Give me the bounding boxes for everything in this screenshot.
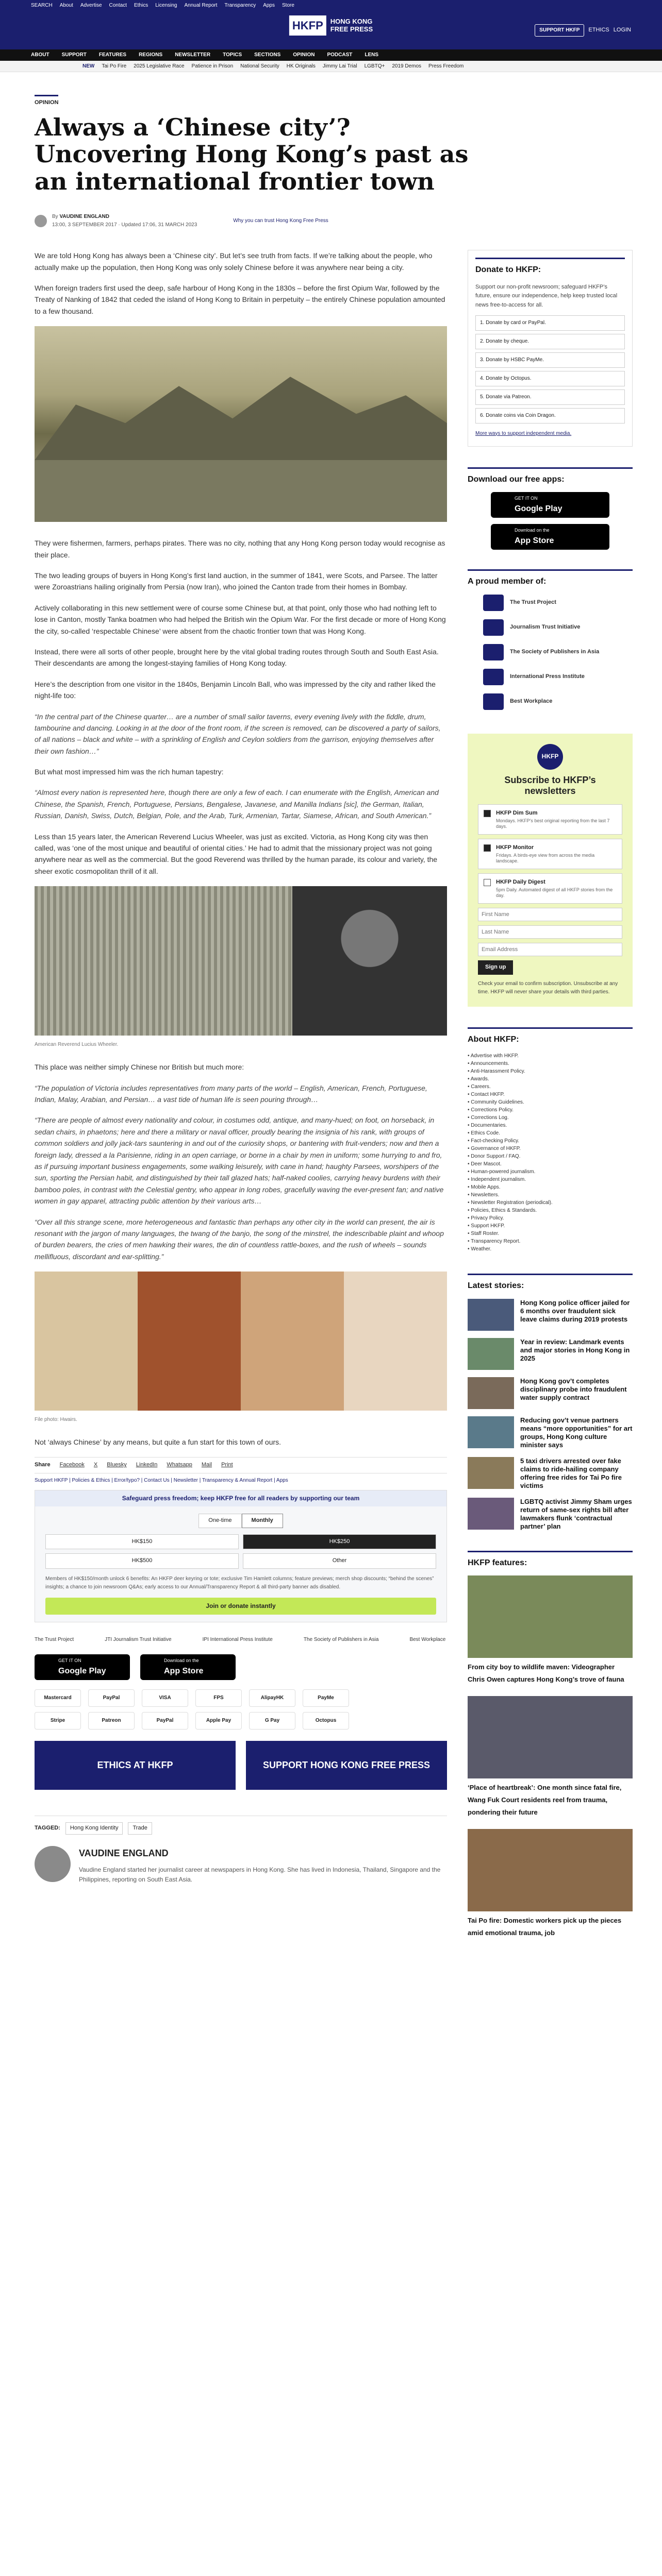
content-columns — [35, 250, 633, 1950]
checkbox[interactable] — [484, 810, 491, 817]
freq-monthly[interactable]: Monthly — [242, 1514, 283, 1528]
trending-item[interactable]: 2019 Demos — [392, 63, 422, 69]
latest-title: Latest stories: — [468, 1274, 633, 1293]
member-logo[interactable]: International Press Institute — [468, 669, 633, 685]
tags-label: TAGGED: — [35, 1825, 60, 1832]
payment-logos — [35, 1689, 447, 1730]
ipi-logo: IPI International Press Institute — [202, 1637, 273, 1643]
donate-note: Members of HK$150/month unlock 6 benefits: An HKFP deer keyring or tote; exclusive Tim Hamlett columns; feature previews; merch shop discounts; “behind the scenes” insights; a chance to join newsroom Q&As; early access to our Annual/Transparency Report & all third-party banner ads disabled. — [45, 1576, 434, 1590]
google-pay-icon[interactable]: G Pay — [249, 1712, 295, 1730]
quote: “In the central part of the Chinese quarter… are a number of small sailor taverns, every evening lively with the fiddle, drum, tambourine and dancing. Looking in at the door of the front room, if the screen is removed, can be discovered a party of sailors, of all nations – black and white – with a sprinkling of English and Ceylon soldiers from the garrison, enjoying themselves after their own fashion…” — [35, 712, 441, 755]
member-logo[interactable]: Best Workplace — [468, 693, 633, 710]
google-play-badge[interactable]: GET IT ON Google Play — [35, 1654, 130, 1680]
about-link[interactable]: • Corrections Log. — [468, 1115, 509, 1121]
nav-regions[interactable]: REGIONS — [139, 52, 163, 58]
feature-story[interactable] — [468, 1829, 633, 1939]
share-print[interactable]: Print — [221, 1462, 233, 1468]
checkbox[interactable] — [484, 844, 491, 852]
mastercard-icon[interactable]: Mastercard — [35, 1689, 81, 1707]
donate-more-link[interactable]: More ways to support independent media. — [475, 430, 572, 436]
byline-text: By VAUDINE ENGLAND 13:00, 3 SEPTEMBER 2017 · Updated 17:06, 31 MARCH 2023 — [52, 214, 197, 228]
author-link[interactable]: VAUDINE ENGLAND — [59, 214, 109, 220]
about-link[interactable]: • Careers. — [468, 1084, 491, 1090]
nav-lens[interactable]: LENS — [365, 52, 379, 58]
latest-story[interactable] — [468, 1457, 633, 1490]
author-bio — [35, 1846, 447, 1894]
about-link[interactable]: • Privacy Policy. — [468, 1215, 504, 1222]
sidebar-donate — [468, 250, 633, 446]
app-store-badges — [35, 1654, 447, 1680]
sopa-icon — [483, 644, 504, 660]
sidebar-donate-text: Support our non-profit newsroom; safeguard HKFP’s future, ensure our independence, help keep trusted local news free-to-access for all. — [475, 283, 618, 309]
about-link[interactable]: • Corrections Policy. — [468, 1107, 514, 1113]
member-logo[interactable]: The Society of Publishers in Asia — [468, 644, 633, 660]
trending-item[interactable]: Patience in Prison — [191, 63, 234, 69]
image-caption: File photo: Hwairs. — [35, 1417, 77, 1423]
about-link[interactable]: • Independent journalism. — [468, 1177, 526, 1183]
app-store-badge[interactable]: Download on the App Store — [491, 524, 609, 550]
main-navigation — [0, 49, 662, 61]
sidebar — [468, 250, 633, 1950]
share-facebook[interactable]: Facebook — [59, 1462, 85, 1468]
story-title[interactable]: Year in review: Landmark events and major stories in Hong Kong in 2025 — [520, 1337, 630, 1363]
paragraph: But what most impressed him was the rich human tapestry: — [35, 768, 224, 776]
share-bar — [35, 1457, 447, 1473]
newsletter-option[interactable]: HKFP Dim Sum Mondays. HKFP’s best original reporting from the last 7 days. — [478, 804, 622, 835]
story-title[interactable]: LGBTQ activist Jimmy Sham urges return of same-sex rights bill after lawmakers flunk ‘contractual partner’ plan — [520, 1497, 632, 1531]
nav-support[interactable]: SUPPORT — [61, 52, 87, 58]
trending-item[interactable]: National Security — [240, 63, 279, 69]
best-workplace-logo: Best Workplace — [409, 1637, 446, 1643]
tag[interactable]: Hong Kong Identity — [65, 1822, 123, 1835]
section-label[interactable]: OPINION — [35, 95, 58, 108]
quote: “There are people of almost every nationality and colour, in costumes odd, antique, and many-hued; on foot, on horseback, in sedan chairs, in phaetons; here and there a military or naval officer, proudly bearing the insignia of his rank, with groups of common soldiers and jolly jack-tars sauntering in and out of the curiosity shops, or bantering with fruit-venders; now and then a foreign lady, dressed a la Parisienne, riding in an open carriage, or borne in a chair by men in uniform; some hurrying to and fro, as if pursuing important business engagements, some walking leisurely, with cane in hand; haughty Parsees, worshipers of the sun, sporting the Persian habit, and distinguished by their tall glazed hats; half-naked coolies, carrying heavy burdens with their bamboo poles, in contrast with the Celestial gentry, who appear in long robes, gracefully waving the ever-present fan; and native women in gay apparel, attracting public attention by their various arts… — [35, 1116, 444, 1206]
quote: “Almost every nation is represented here, though there are only a few of each. I can enumerate with the English, American and Chinese, the Spanish, French, Portuguese, Persians, Bengalese, Javanese, and Manilla Indians [sic], the German, Italian, Russian, Danish, Swiss, Dutch, Belgian, Pole, and the Arab, Turk, Armenian, Tartar, Siamese, African, and South American.” — [35, 788, 439, 820]
about-list — [468, 1052, 633, 1253]
harbour-painting-image — [35, 326, 447, 522]
trust-link[interactable]: Why you can trust Hong Kong Free Press — [233, 218, 328, 224]
nav-about[interactable]: ABOUT — [31, 52, 49, 58]
about-link[interactable]: • Staff Roster. — [468, 1231, 500, 1237]
last-name-field[interactable] — [478, 925, 622, 939]
amount-option[interactable]: HK$250 — [243, 1534, 436, 1550]
about-link[interactable]: • Awards. — [468, 1076, 489, 1082]
story-thumbnail[interactable] — [468, 1377, 514, 1409]
image-caption: American Reverend Lucius Wheeler. — [35, 1042, 119, 1048]
nav-sections[interactable]: SECTIONS — [254, 52, 281, 58]
frequency-toggle — [45, 1514, 436, 1528]
payme-icon[interactable]: PayMe — [303, 1689, 349, 1707]
feature-title[interactable]: Tai Po fire: Domestic workers pick up the pieces amid emotional trauma, job — [468, 1917, 622, 1937]
story-thumbnail[interactable] — [468, 1338, 514, 1370]
login-link[interactable]: LOGIN — [613, 27, 631, 33]
trending-bar — [0, 61, 662, 72]
latest-story[interactable] — [468, 1299, 633, 1331]
about-link[interactable]: • Newsletters. — [468, 1192, 500, 1198]
about-link[interactable]: • Fact-checking Policy. — [468, 1138, 520, 1144]
patreon-icon[interactable]: Patreon — [88, 1712, 135, 1730]
wheeler-photo — [35, 886, 447, 1036]
newsletter-logo: HKFP — [537, 744, 563, 770]
share-mail[interactable]: Mail — [201, 1462, 212, 1468]
article-body — [35, 250, 447, 1950]
nav-opinion[interactable]: OPINION — [293, 52, 315, 58]
trending-item[interactable]: HK Originals — [286, 63, 316, 69]
member-logos-row — [35, 1636, 447, 1644]
author-bio-name[interactable]: VAUDINE ENGLAND — [79, 1848, 169, 1858]
jti-logo: JTI Journalism Trust Initiative — [105, 1637, 172, 1643]
story-title[interactable]: Reducing gov’t venue partners means “more opportunities” for art groups, Hong Kong culture minister says — [520, 1416, 633, 1449]
feature-image[interactable] — [468, 1575, 633, 1658]
latest-story[interactable] — [468, 1377, 633, 1409]
share-linkedin[interactable]: LinkedIn — [136, 1462, 158, 1468]
paragraph: Instead, there were all sorts of other people, brought here by the vital global trading routes through South and South East Asia. Their descendants are among the longest-staying families of Hong Kong today. — [35, 647, 439, 668]
donate-option[interactable]: 2. Donate by cheque. — [475, 334, 625, 349]
member-title: A proud member of: — [468, 569, 633, 588]
donate-option[interactable]: 1. Donate by card or PayPal. — [475, 315, 625, 331]
feature-title[interactable]: From city boy to wildlife maven: Videographer Chris Owen captures Hong Kong’s trove of fauna — [468, 1663, 624, 1684]
about-link[interactable]: • Documentaries. — [468, 1123, 507, 1129]
latest-story[interactable] — [468, 1416, 633, 1450]
logo-text: HONG KONG FREE PRESS — [330, 18, 373, 33]
apple-pay-icon[interactable]: Apple Pay — [195, 1712, 242, 1730]
member-logo[interactable]: The Trust Project — [468, 595, 633, 611]
topbar-item[interactable]: Transparency — [224, 3, 256, 8]
share-bluesky[interactable]: Bluesky — [107, 1462, 127, 1468]
story-thumbnail[interactable] — [468, 1299, 514, 1331]
author-bio-avatar — [35, 1846, 71, 1882]
best-workplace-icon — [483, 693, 504, 710]
paragraph: The two leading groups of buyers in Hong Kong’s first land auction, in the summer of 1841, were Scots, and Parsee. The latter were Zoroastrians hailing originally from Persia (now Iran), who joined the Canton trade from their homes in Bombay. — [35, 571, 438, 591]
topbar-item[interactable]: About — [59, 3, 73, 8]
topbar-item[interactable]: Apps — [263, 3, 275, 8]
about-link[interactable]: • Newsletter Registration (periodical). — [468, 1200, 553, 1206]
about-link[interactable]: • Governance of HKFP. — [468, 1146, 521, 1152]
donate-option[interactable]: 3. Donate by HSBC PayMe. — [475, 352, 625, 368]
app-store-badge[interactable]: Download on the App Store — [140, 1654, 236, 1680]
trending-item[interactable]: LGBTQ+ — [364, 63, 385, 69]
octopus-icon[interactable]: Octopus — [303, 1712, 349, 1730]
about-link[interactable]: • Contact HKFP. — [468, 1092, 505, 1098]
paypal-icon[interactable]: PayPal — [88, 1689, 135, 1707]
tags-row — [35, 1816, 447, 1835]
amount-options — [45, 1534, 436, 1569]
share-label: Share — [35, 1462, 51, 1468]
signup-button[interactable]: Sign up — [478, 960, 513, 975]
site-logo[interactable] — [289, 15, 373, 36]
amount-option[interactable]: HK$500 — [45, 1553, 239, 1569]
topbar-item[interactable]: Licensing — [155, 3, 177, 8]
story-title[interactable]: 5 taxi drivers arrested over fake claims to ride-hailing company offering free rides for Tai Po fire victims — [520, 1456, 622, 1490]
topbar-item[interactable]: Ethics — [134, 3, 148, 8]
paragraph: Actively collaborating in this new settlement were of course some Chinese but, at that point, only those who had nothing left to lose in Canton, mostly Tanka boatmen who had helped the British win the Opium War. For the first decade or more of Hong Kong the city, so-called ‘respectable Chinese’ were absent from the chaotic frontier town that was Hong Kong. — [35, 603, 446, 635]
support-links[interactable]: Support HKFP | Policies & Ethics | Error/typo? | Contact Us | Newsletter | Transparency & Annual Report | Apps — [35, 1478, 288, 1484]
apps-title: Download our free apps: — [468, 467, 633, 486]
top-utility-bar — [0, 0, 662, 11]
support-hkfp-button[interactable]: SUPPORT HKFP — [535, 24, 584, 37]
topbar-item[interactable]: Contact — [109, 3, 127, 8]
newsletter-option[interactable]: HKFP Daily Digest 5pm Daily. Automated digest of all HKFP stories from the day. — [478, 873, 622, 904]
trending-new-label: NEW — [82, 63, 95, 69]
about-link[interactable]: • Support HKFP. — [468, 1223, 505, 1229]
checkbox[interactable] — [484, 879, 491, 886]
feature-story[interactable] — [468, 1696, 633, 1819]
about-link[interactable]: • Anti-Harassment Policy. — [468, 1069, 525, 1075]
newsletter-note: Check your email to confirm subscription. Unsubscribe at any time. HKFP will never share your details with third parties. — [478, 980, 618, 995]
feature-image[interactable] — [468, 1829, 633, 1911]
features-title: HKFP features: — [468, 1551, 633, 1570]
paragraph: Here’s the description from one visitor in the 1840s, Benjamin Lincoln Ball, who was impressed by the city and rather liked the night-life too: — [35, 680, 436, 700]
about-hkfp — [468, 1027, 633, 1253]
story-thumbnail[interactable] — [468, 1416, 514, 1448]
ethics-link[interactable]: ETHICS — [588, 27, 609, 33]
people-photo — [35, 1272, 447, 1411]
author-avatar — [35, 215, 47, 227]
jti-icon — [483, 619, 504, 636]
visa-icon[interactable]: VISA — [142, 1689, 188, 1707]
logo-mark: HKFP — [289, 15, 326, 36]
article-title: Always a ‘Chinese city’? Uncovering Hong Kong’s past as an international frontier town — [35, 113, 469, 196]
donate-box — [35, 1490, 447, 1622]
trending-item[interactable]: Tai Po Fire — [102, 63, 127, 69]
amount-option[interactable]: Other — [243, 1553, 436, 1569]
topbar-item[interactable]: Annual Report — [184, 3, 218, 8]
latest-story[interactable] — [468, 1498, 633, 1531]
newsletter-signup — [468, 734, 633, 1007]
paypal-icon[interactable]: PayPal — [142, 1712, 188, 1730]
about-link[interactable]: • Policies, Ethics & Standards. — [468, 1208, 537, 1214]
trending-item[interactable]: 2025 Legislative Race — [134, 63, 185, 69]
member-logo[interactable]: Journalism Trust Initiative — [468, 619, 633, 636]
about-link[interactable]: • Human-powered journalism. — [468, 1169, 536, 1175]
donate-box-head: Safeguard press freedom; keep HKFP free for all readers by supporting our team — [35, 1490, 446, 1506]
alipay-icon[interactable]: AlipayHK — [249, 1689, 295, 1707]
fps-icon[interactable]: FPS — [195, 1689, 242, 1707]
header-nav-right — [535, 24, 631, 37]
quote: “The population of Victoria includes representatives from many parts of the world – English, American, French, Portuguese, Indian, Malay, Arabian, and Persian… a vast tide of human life is seen pouring through… — [35, 1083, 427, 1104]
story-thumbnail[interactable] — [468, 1498, 514, 1530]
about-link[interactable]: • Weather. — [468, 1246, 492, 1252]
stripe-icon[interactable]: Stripe — [35, 1712, 81, 1730]
trust-project-icon — [483, 595, 504, 611]
author-bio-text: Vaudine England started her journalist career at newspapers in Hong Kong. She has lived in Indonesia, Thailand, Singapore and the Philippines, reporting on South East Asia. — [79, 1866, 441, 1883]
paragraph: This place was neither simply Chinese nor British but much more: — [35, 1063, 244, 1072]
sopa-logo: The Society of Publishers in Asia — [303, 1637, 379, 1643]
topbar-item[interactable]: Advertise — [80, 3, 102, 8]
donate-option[interactable]: 6. Donate coins via Coin Dragon. — [475, 408, 625, 423]
first-name-field[interactable] — [478, 908, 622, 921]
page-content — [35, 72, 633, 1950]
nav-features[interactable]: FEATURES — [98, 52, 127, 58]
about-link[interactable]: • Donor Support / FAQ. — [468, 1154, 521, 1160]
topbar-item[interactable]: Store — [282, 3, 294, 8]
google-play-badge[interactable]: GET IT ON Google Play — [491, 492, 609, 518]
freq-one-time[interactable]: One-time — [198, 1514, 241, 1528]
about-title: About HKFP: — [468, 1027, 633, 1046]
about-link[interactable]: • Advertise with HKFP. — [468, 1053, 519, 1059]
sidebar-donate-title: Donate to HKFP: — [475, 258, 625, 277]
search-link[interactable]: SEARCH — [31, 3, 53, 8]
newsletter-option[interactable]: HKFP Monitor Fridays. A birds-eye view from across the media landscape. — [478, 839, 622, 869]
ipi-icon — [483, 669, 504, 685]
about-link[interactable]: • Announcements. — [468, 1061, 509, 1067]
trust-project-logo: The Trust Project — [35, 1637, 74, 1643]
about-link[interactable]: • Deer Mascot. — [468, 1161, 502, 1167]
nav-podcast[interactable]: PODCAST — [327, 52, 353, 58]
about-link[interactable]: • Mobile Apps. — [468, 1184, 501, 1191]
latest-list — [468, 1299, 633, 1531]
amount-option[interactable]: HK$150 — [45, 1534, 239, 1550]
paragraph: Less than 15 years later, the American Reverend Lucius Wheeler, was just as excited. Victoria, as Hong Kong city was then called, was ‘one of the most unique and beautiful of oriental cities.’ He had to admit that the missionary project was not going anywhere near as well as the commercial. But the good Reverend was thrilled by the human parade, its colour and variety, the sheer exotic cosmopolitan thrill of it all. — [35, 832, 438, 875]
feature-story[interactable] — [468, 1575, 633, 1686]
donate-option[interactable]: 4. Donate by Octopus. — [475, 371, 625, 386]
donate-option[interactable]: 5. Donate via Patreon. — [475, 389, 625, 405]
paragraph: Not ‘always Chinese’ by any means, but quite a fun start for this town of ours. — [35, 1438, 282, 1447]
join-button[interactable]: Join or donate instantly — [45, 1598, 436, 1615]
story-title[interactable]: Hong Kong police officer jailed for 6 months over fraudulent sick leave claims during 2019 protests — [520, 1298, 630, 1324]
site-header — [0, 11, 662, 49]
share-x[interactable]: X — [93, 1462, 98, 1468]
about-link[interactable]: • Ethics Code. — [468, 1130, 500, 1137]
email-field[interactable] — [478, 943, 622, 956]
ethics-banner[interactable]: ETHICS AT HKFP — [35, 1741, 236, 1790]
trending-item[interactable]: Jimmy Lai Trial — [322, 63, 357, 69]
tag[interactable]: Trade — [128, 1822, 152, 1835]
story-thumbnail[interactable] — [468, 1457, 514, 1489]
features-list — [468, 1575, 633, 1939]
promo-banners — [35, 1741, 447, 1790]
nav-newsletter[interactable]: NEWSLETTER — [175, 52, 211, 58]
paragraph: We are told Hong Kong has always been a ‘Chinese city’. But let’s see truth from facts. If we’re talking about the people, who actually make up the population, then Hong Kong was only solely Chinese before it was anywhere near being a city. — [35, 251, 433, 272]
about-link[interactable]: • Community Guidelines. — [468, 1099, 524, 1106]
support-banner[interactable]: SUPPORT HONG KONG FREE PRESS — [246, 1741, 447, 1790]
story-title[interactable]: Hong Kong gov’t completes disciplinary probe into fraudulent water supply contract — [520, 1377, 627, 1402]
article-dates: 13:00, 3 SEPTEMBER 2017 · Updated 17:06, 31 MARCH 2023 — [52, 222, 197, 228]
latest-story[interactable] — [468, 1338, 633, 1370]
paragraph: When foreign traders first used the deep, safe harbour of Hong Kong in the 1830s – before the first Opium War, followed by the Treaty of Nanking of 1842 that ceded the island of Hong Kong to Britain in perpetuity – the entirely Chinese population amounted to a few thousand. — [35, 284, 445, 315]
nav-topics[interactable]: TOPICS — [223, 52, 242, 58]
paragraph: They were fishermen, farmers, perhaps pirates. There was no city, nothing that any Hong Kong person today would recognise as their place. — [35, 539, 445, 559]
quote: “Over all this strange scene, more heterogeneous and fantastic than perhaps any other city in the world can present, the air is resonant with the jargon of many languages, the twang of the banjo, the song of the minstrel, the indescribable plaint and whoop of burden bearers, the cries of men hawking their wares, the din of countless rattle-boxes, and the rush of wheels – sounds mellifluous, discordant and ear-splitting.” — [35, 1217, 444, 1261]
trending-item[interactable]: Press Freedom — [428, 63, 464, 69]
newsletter-title: Subscribe to HKFP’s newsletters — [504, 774, 596, 796]
feature-image[interactable] — [468, 1696, 633, 1778]
byline — [35, 213, 627, 229]
feature-title[interactable]: ‘Place of heartbreak’: One month since fatal fire, Wang Fuk Court residents reel from trauma, pondering their future — [468, 1784, 622, 1817]
share-whatsapp[interactable]: Whatsapp — [167, 1462, 192, 1468]
about-link[interactable]: • Transparency Report. — [468, 1239, 521, 1245]
